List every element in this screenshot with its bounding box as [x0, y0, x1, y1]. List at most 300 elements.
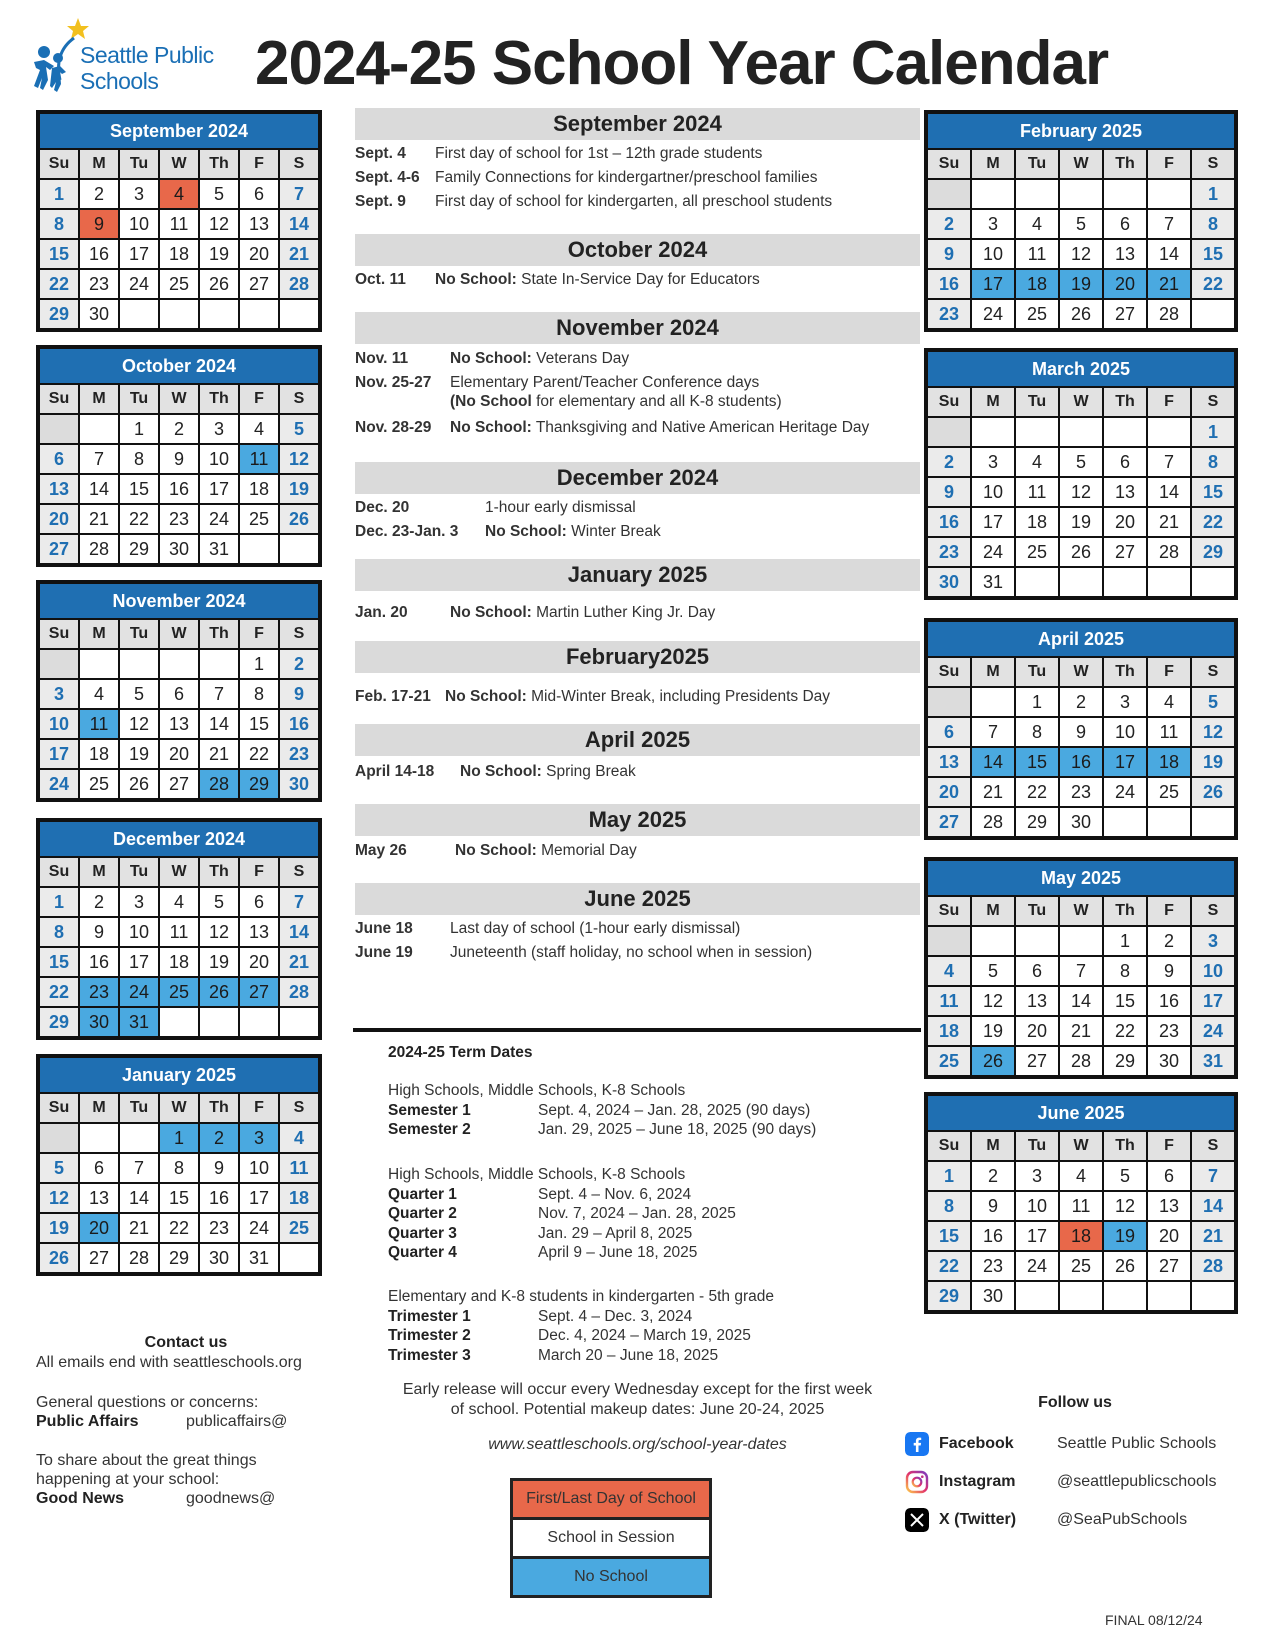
calendar-day: 29	[1104, 1047, 1146, 1075]
calendar-empty-cell	[280, 535, 318, 563]
calendar-empty-cell	[240, 1008, 278, 1036]
calendar-day: 13	[40, 475, 78, 503]
event-row	[355, 374, 759, 392]
calendar-day: 18	[240, 475, 278, 503]
calendar-empty-cell	[160, 300, 198, 328]
term-row	[388, 1307, 693, 1326]
calendar-day: 27	[1016, 1047, 1058, 1075]
calendar-empty-cell	[80, 650, 118, 678]
calendar-day: 8	[40, 210, 78, 238]
calendar-day: 26	[972, 1047, 1014, 1075]
calendar-day: 7	[1148, 210, 1190, 238]
facebook-icon	[905, 1432, 929, 1456]
calendar-day: 15	[1192, 240, 1234, 268]
term-row	[388, 1346, 719, 1365]
month-title: April 2025	[928, 622, 1234, 656]
day-header: W	[160, 385, 198, 413]
calendar-day: 2	[200, 1124, 238, 1152]
day-header: Th	[200, 1094, 238, 1122]
event-text: Martin Luther King Jr. Day	[531, 604, 716, 621]
day-header: Th	[200, 385, 238, 413]
calendar-day: 3	[1016, 1162, 1058, 1190]
calendar-day: 10	[120, 918, 158, 946]
event-date: Sept. 4-6	[355, 169, 420, 186]
calendar-empty-cell	[200, 300, 238, 328]
day-header: S	[1192, 1132, 1234, 1160]
calendar-day: 20	[240, 240, 278, 268]
facebook-handle: Seattle Public Schools	[1057, 1435, 1217, 1452]
facebook-label: Facebook	[939, 1435, 1014, 1452]
calendar-empty-cell	[1192, 300, 1234, 328]
day-header: M	[80, 620, 118, 648]
calendar-day: 19	[200, 948, 238, 976]
event-date: Dec. 23-Jan. 3	[355, 523, 459, 540]
calendar-day: 22	[1016, 778, 1058, 806]
calendar-day: 5	[120, 680, 158, 708]
calendar-empty-cell	[1148, 808, 1190, 836]
calendar-day: 4	[160, 888, 198, 916]
month-calendar	[924, 110, 1238, 332]
calendar-day: 2	[80, 888, 118, 916]
calendar-day: 22	[240, 740, 278, 768]
emails-note: All emails end with seattleschools.org	[36, 1354, 302, 1371]
calendar-day: 11	[160, 918, 198, 946]
day-header: F	[240, 150, 278, 178]
term-value: Jan. 29 – April 8, 2025	[538, 1224, 693, 1242]
calendar-day: 29	[40, 1008, 78, 1036]
calendar-day: 7	[280, 180, 318, 208]
event-emphasis: No School:	[460, 763, 542, 780]
calendar-day: 21	[280, 240, 318, 268]
event-text: Family Connections for kindergartner/preschool families	[435, 169, 818, 186]
calendar-day: 20	[160, 740, 198, 768]
calendar-day: 6	[40, 445, 78, 473]
day-header: Th	[200, 620, 238, 648]
month-title: June 2025	[928, 1096, 1234, 1130]
day-header: S	[1192, 150, 1234, 178]
day-header: Su	[40, 858, 78, 886]
month-title: November 2024	[40, 584, 318, 618]
calendar-day: 24	[40, 770, 78, 798]
event-date: June 19	[355, 944, 413, 961]
calendar-day: 7	[120, 1154, 158, 1182]
calendar-day: 18	[80, 740, 118, 768]
calendar-day: 22	[40, 978, 78, 1006]
calendar-day: 20	[1104, 508, 1146, 536]
calendar-day: 2	[1060, 688, 1102, 716]
calendar-day: 6	[80, 1154, 118, 1182]
term-group-heading: Elementary and K-8 students in kindergarten - 5th grade	[388, 1288, 775, 1305]
month-calendar	[924, 618, 1238, 840]
general-label: General questions or concerns:	[36, 1394, 259, 1411]
calendar-day: 19	[1192, 748, 1234, 776]
calendar-day: 2	[928, 448, 970, 476]
section-heading: September 2024	[355, 108, 920, 140]
calendar-day: 6	[240, 888, 278, 916]
calendar-day: 24	[1104, 778, 1146, 806]
day-header: M	[80, 1094, 118, 1122]
calendar-day: 3	[200, 415, 238, 443]
day-header: S	[280, 620, 318, 648]
calendar-empty-cell	[972, 927, 1014, 955]
calendar-day: 11	[1016, 478, 1058, 506]
calendar-day: 20	[40, 505, 78, 533]
term-row	[388, 1185, 692, 1204]
calendar-empty-cell	[120, 300, 158, 328]
calendar-day: 18	[160, 948, 198, 976]
calendar-day: 21	[280, 948, 318, 976]
calendar-day: 15	[40, 948, 78, 976]
calendar-day: 20	[240, 948, 278, 976]
calendar-day: 6	[928, 718, 970, 746]
calendar-day: 23	[200, 1214, 238, 1242]
calendar-day: 5	[40, 1154, 78, 1182]
calendar-empty-cell	[200, 650, 238, 678]
calendar-day: 26	[1192, 778, 1234, 806]
term-label: Trimester 1	[388, 1307, 471, 1325]
calendar-day: 13	[1104, 478, 1146, 506]
calendar-day: 11	[160, 210, 198, 238]
calendar-day: 10	[972, 478, 1014, 506]
day-header: M	[972, 658, 1014, 686]
event-date: Nov. 28-29	[355, 419, 432, 436]
event-date: Sept. 9	[355, 193, 406, 210]
calendar-empty-cell	[1104, 180, 1146, 208]
calendar-empty-cell	[1104, 418, 1146, 446]
day-header: W	[160, 150, 198, 178]
event-text: Mid-Winter Break, including Presidents Day	[526, 688, 831, 705]
day-header: Tu	[1016, 897, 1058, 925]
x-twitter-label: X (Twitter)	[939, 1511, 1017, 1528]
day-header: Tu	[1016, 150, 1058, 178]
calendar-day: 3	[120, 180, 158, 208]
month-grid	[928, 656, 1234, 836]
calendar-day: 3	[120, 888, 158, 916]
calendar-day: 31	[1192, 1047, 1234, 1075]
term-label: Semester 2	[388, 1121, 471, 1138]
calendar-day: 26	[200, 978, 238, 1006]
calendar-empty-cell	[160, 1008, 198, 1036]
month-grid	[928, 1130, 1234, 1310]
calendar-day: 1	[1104, 927, 1146, 955]
calendar-day: 8	[40, 918, 78, 946]
calendar-day: 16	[1060, 748, 1102, 776]
calendar-day: 20	[1104, 270, 1146, 298]
good-news-email[interactable]: goodnews@	[186, 1490, 276, 1507]
calendar-day: 18	[1148, 748, 1190, 776]
day-header: S	[1192, 897, 1234, 925]
calendar-day: 9	[972, 1192, 1014, 1220]
calendar-empty-cell	[1060, 568, 1102, 596]
calendar-day: 12	[1104, 1192, 1146, 1220]
calendar-day: 6	[1104, 210, 1146, 238]
calendar-empty-cell	[1016, 1282, 1058, 1310]
calendar-day: 30	[1060, 808, 1102, 836]
calendar-day: 31	[972, 568, 1014, 596]
calendar-empty-cell	[80, 415, 118, 443]
calendar-day: 29	[1016, 808, 1058, 836]
calendar-day: 27	[240, 978, 278, 1006]
calendar-day: 21	[80, 505, 118, 533]
calendar-day: 1	[928, 1162, 970, 1190]
day-header: Su	[40, 150, 78, 178]
calendar-empty-cell	[1104, 808, 1146, 836]
term-value: Sept. 4 – Dec. 3, 2024	[538, 1307, 693, 1325]
calendar-day: 12	[40, 1184, 78, 1212]
calendar-day: 29	[120, 535, 158, 563]
day-header: F	[1148, 658, 1190, 686]
event-row	[355, 145, 762, 163]
calendar-day: 28	[280, 978, 318, 1006]
event-date: April 14-18	[355, 763, 435, 780]
event-text: for elementary and all K-8 students)	[531, 393, 782, 410]
legend	[510, 1478, 712, 1598]
section-heading: October 2024	[355, 234, 920, 266]
calendar-day: 25	[160, 978, 198, 1006]
calendar-empty-cell	[1060, 927, 1102, 955]
calendar-day: 26	[280, 505, 318, 533]
calendar-day: 22	[1192, 508, 1234, 536]
day-header: W	[1060, 388, 1102, 416]
calendar-day: 7	[280, 888, 318, 916]
event-row	[355, 419, 869, 437]
calendar-day: 10	[1104, 718, 1146, 746]
calendar-day: 6	[1016, 957, 1058, 985]
calendar-day: 21	[1148, 508, 1190, 536]
calendar-day: 8	[160, 1154, 198, 1182]
calendar-day: 27	[928, 808, 970, 836]
calendar-day: 29	[240, 770, 278, 798]
day-header: Tu	[120, 858, 158, 886]
day-header: S	[1192, 658, 1234, 686]
event-emphasis: No School:	[450, 419, 532, 436]
calendar-day: 26	[1060, 538, 1102, 566]
term-value: Sept. 4 – Nov. 6, 2024	[538, 1185, 692, 1203]
calendar-day: 31	[120, 1008, 158, 1036]
day-header: M	[80, 385, 118, 413]
calendar-day: 8	[1192, 448, 1234, 476]
calendar-empty-cell	[40, 415, 78, 443]
share-line-2: happening at your school:	[36, 1471, 220, 1488]
month-title: October 2024	[40, 349, 318, 383]
calendar-day: 9	[280, 680, 318, 708]
term-group-heading: High Schools, Middle Schools, K-8 Schools	[388, 1082, 686, 1099]
day-header: S	[280, 385, 318, 413]
day-header: Tu	[1016, 1132, 1058, 1160]
calendar-day: 26	[40, 1244, 78, 1272]
calendar-day: 13	[1148, 1192, 1190, 1220]
calendar-day: 23	[280, 740, 318, 768]
calendar-day: 4	[160, 180, 198, 208]
calendar-day: 5	[1192, 688, 1234, 716]
term-dates-title: 2024-25 Term Dates	[388, 1044, 533, 1061]
calendar-empty-cell	[120, 650, 158, 678]
calendar-empty-cell	[928, 418, 970, 446]
social-facebook[interactable]	[905, 1432, 1245, 1458]
day-header: Tu	[120, 150, 158, 178]
calendar-empty-cell	[1016, 568, 1058, 596]
calendar-day: 30	[928, 568, 970, 596]
calendar-day: 4	[928, 957, 970, 985]
month-calendar	[36, 345, 322, 567]
term-label: Trimester 3	[388, 1346, 471, 1364]
calendar-day: 27	[1104, 300, 1146, 328]
calendar-day: 7	[972, 718, 1014, 746]
calendar-day: 5	[200, 180, 238, 208]
calendar-day: 16	[1148, 987, 1190, 1015]
calendar-day: 18	[1060, 1222, 1102, 1250]
calendar-day: 20	[1148, 1222, 1190, 1250]
month-title: February 2025	[928, 114, 1234, 148]
calendar-day: 31	[200, 535, 238, 563]
month-title: March 2025	[928, 352, 1234, 386]
month-grid	[928, 386, 1234, 596]
calendar-day: 2	[80, 180, 118, 208]
page-title: 2024-25 School Year Calendar	[255, 29, 1109, 98]
section-heading: February2025	[355, 641, 920, 673]
calendar-day: 5	[200, 888, 238, 916]
day-header: W	[160, 1094, 198, 1122]
event-date: May 26	[355, 842, 407, 859]
calendar-day: 27	[1148, 1252, 1190, 1280]
event-date: Feb. 17-21	[355, 688, 431, 705]
day-header: Th	[1104, 388, 1146, 416]
calendar-day: 15	[1016, 748, 1058, 776]
day-header: F	[1148, 388, 1190, 416]
calendar-day: 13	[1016, 987, 1058, 1015]
calendar-day: 1	[40, 888, 78, 916]
calendar-day: 19	[1060, 270, 1102, 298]
term-label: Semester 1	[388, 1101, 471, 1119]
calendar-day: 8	[1016, 718, 1058, 746]
calendar-day: 11	[928, 987, 970, 1015]
seattle-public-schools-logo	[30, 18, 230, 98]
calendar-day: 15	[1192, 478, 1234, 506]
calendar-day: 20	[80, 1214, 118, 1242]
public-affairs-email[interactable]: publicaffairs@	[186, 1413, 288, 1430]
event-row	[355, 920, 740, 938]
section-heading: December 2024	[355, 462, 920, 494]
day-header: Th	[200, 858, 238, 886]
calendar-day: 5	[1060, 210, 1102, 238]
calendar-day: 15	[120, 475, 158, 503]
calendar-day: 8	[1192, 210, 1234, 238]
term-label: Quarter 1	[388, 1185, 457, 1203]
month-grid	[40, 148, 318, 328]
calendar-day: 23	[972, 1252, 1014, 1280]
calendar-empty-cell	[1192, 568, 1234, 596]
calendar-day: 2	[160, 415, 198, 443]
calendar-day: 14	[120, 1184, 158, 1212]
calendar-day: 14	[1060, 987, 1102, 1015]
calendar-day: 3	[972, 210, 1014, 238]
calendar-day: 22	[1104, 1017, 1146, 1045]
calendar-day: 25	[928, 1047, 970, 1075]
calendar-day: 25	[1016, 300, 1058, 328]
calendar-day: 28	[120, 1244, 158, 1272]
calendar-day: 30	[972, 1282, 1014, 1310]
month-grid	[40, 383, 318, 563]
calendar-day: 13	[240, 918, 278, 946]
day-header: F	[240, 1094, 278, 1122]
month-title: May 2025	[928, 861, 1234, 895]
calendar-day: 10	[200, 445, 238, 473]
event-date: Dec. 20	[355, 499, 410, 516]
calendar-empty-cell	[280, 1244, 318, 1272]
day-header: Su	[40, 620, 78, 648]
day-header: F	[240, 385, 278, 413]
calendar-day: 9	[80, 210, 118, 238]
calendar-empty-cell	[1016, 418, 1058, 446]
calendar-day: 23	[80, 978, 118, 1006]
day-header: W	[1060, 1132, 1102, 1160]
day-header: S	[1192, 388, 1234, 416]
calendar-day: 28	[1148, 300, 1190, 328]
calendar-empty-cell	[928, 688, 970, 716]
event-text: Memorial Day	[536, 842, 637, 859]
calendar-day: 28	[1192, 1252, 1234, 1280]
calendar-day: 17	[240, 1184, 278, 1212]
event-date: Nov. 25-27	[355, 374, 432, 391]
calendar-day: 21	[1060, 1017, 1102, 1045]
month-grid	[40, 618, 318, 798]
term-value: Jan. 29, 2025 – June 18, 2025 (90 days)	[538, 1121, 817, 1138]
day-header: Su	[928, 897, 970, 925]
calendar-day: 24	[972, 300, 1014, 328]
calendar-empty-cell	[1148, 180, 1190, 208]
calendar-day: 3	[1104, 688, 1146, 716]
calendar-day: 31	[240, 1244, 278, 1272]
day-header: F	[240, 858, 278, 886]
calendar-day: 25	[160, 270, 198, 298]
day-header: M	[80, 150, 118, 178]
calendar-empty-cell	[240, 300, 278, 328]
event-emphasis: No School:	[450, 604, 532, 621]
calendar-day: 2	[972, 1162, 1014, 1190]
calendar-day: 22	[40, 270, 78, 298]
calendar-day: 4	[80, 680, 118, 708]
event-text: 1-hour early dismissal	[485, 499, 636, 516]
month-grid	[40, 856, 318, 1036]
event-emphasis: (No School	[450, 393, 532, 410]
calendar-day: 9	[160, 445, 198, 473]
website-link[interactable]: www.seattleschools.org/school-year-dates	[488, 1436, 787, 1453]
legend-in-session: School in Session	[513, 1520, 709, 1556]
social-x-twitter[interactable]	[905, 1508, 1245, 1534]
calendar-empty-cell	[80, 1124, 118, 1152]
calendar-day: 4	[1060, 1162, 1102, 1190]
calendar-day: 10	[1192, 957, 1234, 985]
month-title: January 2025	[40, 1058, 318, 1092]
calendar-day: 9	[1148, 957, 1190, 985]
calendar-day: 27	[160, 770, 198, 798]
calendar-day: 5	[1060, 448, 1102, 476]
social-instagram[interactable]	[905, 1470, 1245, 1496]
day-header: Su	[928, 388, 970, 416]
calendar-day: 2	[1148, 927, 1190, 955]
calendar-day: 9	[928, 240, 970, 268]
event-text: Juneteenth (staff holiday, no school when in session)	[450, 944, 813, 961]
calendar-day: 10	[972, 240, 1014, 268]
calendar-empty-cell	[1016, 927, 1058, 955]
calendar-day: 23	[160, 505, 198, 533]
calendar-day: 21	[972, 778, 1014, 806]
calendar-day: 1	[40, 180, 78, 208]
calendar-day: 25	[1016, 538, 1058, 566]
event-emphasis: No School:	[435, 271, 517, 288]
calendar-day: 23	[1148, 1017, 1190, 1045]
calendar-day: 11	[1060, 1192, 1102, 1220]
